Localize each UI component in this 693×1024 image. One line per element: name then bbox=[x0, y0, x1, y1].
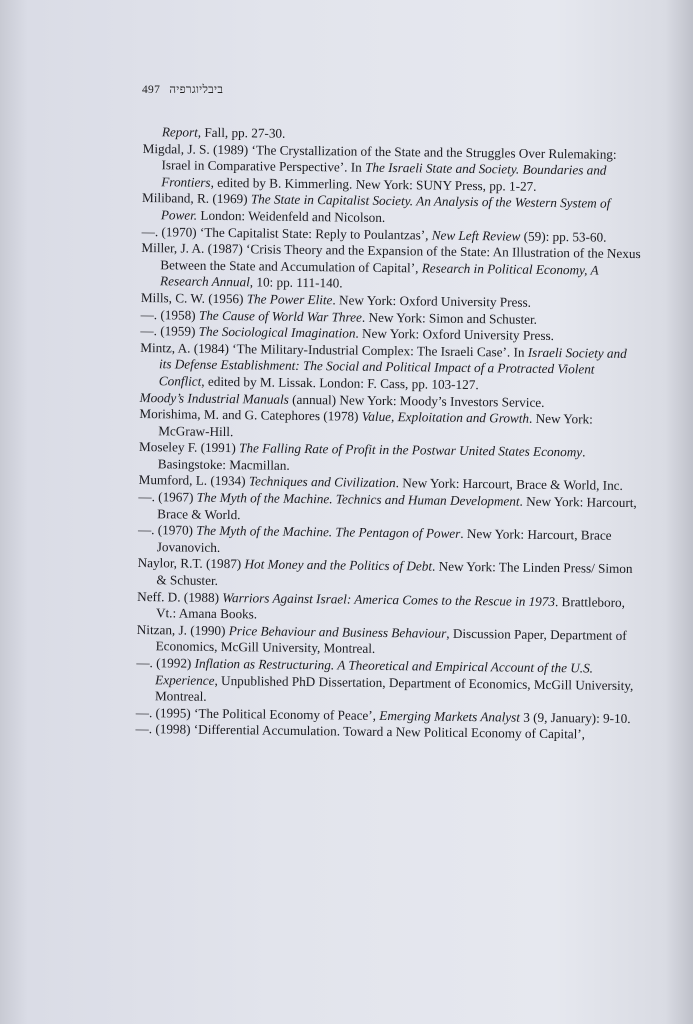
entry-title-italic: The Myth of the Machine. Technics and Human Development bbox=[196, 489, 520, 509]
entry-text: Naylor, R.T. (1987) bbox=[137, 555, 245, 572]
entry-title-italic: Price Behaviour and Business Behaviour bbox=[228, 622, 447, 641]
running-title: ביבליוגרפיה bbox=[169, 84, 224, 96]
entry-text: (annual) New York: Moody’s Investors Service. bbox=[288, 391, 545, 410]
entry-title-italic: Techniques and Civilization bbox=[248, 473, 396, 491]
entry-text: —. (1992) bbox=[136, 654, 195, 671]
entry-text: Miliband, R. (1969) bbox=[142, 190, 251, 207]
entry-text: London: Weidenfeld and Nicolson. bbox=[197, 207, 386, 225]
entry-title-italic: The Israeli State and Society. Boundaries and Frontiers bbox=[161, 159, 607, 190]
entry-text: (59): pp. 53-60. bbox=[520, 228, 607, 245]
entry-text: Migdal, J. S. (1989) ‘The Crystallization of the State and the Struggles Over Rulemaking: Israel in Comparative Perspective’. In bbox=[142, 140, 617, 175]
entry-text: —. (1970) bbox=[137, 522, 197, 538]
entry-text: . New York: The Linden Press/ Simon & Schuster. bbox=[156, 559, 633, 588]
entry-text: —. (1998) ‘Differential Accumulation. Toward a New Political Economy of Capital’, bbox=[135, 721, 586, 742]
entry-title-italic: Israeli Society and its Defense Establishment: The Social and Political Impact of a Protracted Violent Conflict bbox=[158, 344, 627, 389]
entry-title-italic: Moody’s Industrial Manuals bbox=[139, 389, 289, 407]
entry-text: —. (1959) bbox=[140, 323, 199, 339]
running-header bbox=[142, 84, 223, 96]
entry-text: . New York: Harcourt, Brace & World. bbox=[157, 493, 637, 522]
entry-title-italic: Hot Money and the Politics of Debt bbox=[244, 556, 433, 575]
entry-text: , edited by B. Kimmerling. New York: SUNY Press, pp. 1-27. bbox=[210, 174, 537, 194]
entry-text: Mills, C. W. (1956) bbox=[140, 289, 247, 307]
entry-text: Nitzan, J. (1990) bbox=[136, 621, 229, 638]
entry-text: Mumford, L. (1934) bbox=[138, 472, 249, 489]
entry-text: . New York: Oxford University Press. bbox=[332, 292, 532, 310]
bibliography-entry bbox=[142, 141, 643, 197]
entry-text: , Unpublished PhD Dissertation, Department of Economics, McGill University, Montreal. bbox=[154, 672, 634, 705]
bibliography-list bbox=[135, 124, 642, 744]
entry-title-italic: The Myth of the Machine. The Pentagon of Power bbox=[196, 522, 461, 542]
entry-text: . New York: Simon and Schuster. bbox=[361, 309, 538, 327]
entry-title-italic: Report bbox=[161, 124, 198, 140]
entry-text: Neff. D. (1988) bbox=[137, 588, 223, 605]
entry-text: Miller, J. A. (1987) ‘Crisis Theory and the Expansion of the State: An Illustration of the Nexus Between the State and Accumulation of Capital’, bbox=[141, 240, 641, 276]
entry-text: , Discussion Paper, Department of Economics, McGill University, Montreal. bbox=[155, 625, 627, 657]
entry-text: . New York: Harcourt, Brace & World, Inc. bbox=[395, 475, 623, 494]
entry-title-italic: The Cause of World War Three bbox=[198, 307, 363, 325]
entry-title-italic: The Falling Rate of Profit in the Postwar United States Economy bbox=[239, 440, 583, 460]
entry-title-italic: Emerging Markets Analyst bbox=[379, 707, 521, 725]
entry-title-italic: New Left Review bbox=[431, 227, 521, 244]
entry-text: Moseley F. (1991) bbox=[138, 439, 240, 456]
entry-title-italic: Value, Exploitation and Growth bbox=[361, 408, 530, 426]
entry-text: , 10: pp. 111-140. bbox=[249, 274, 343, 291]
entry-title-italic: The Power Elite bbox=[246, 291, 333, 308]
entry-text: —. (1995) ‘The Political Economy of Peace’, bbox=[135, 704, 380, 723]
entry-text: —. (1958) bbox=[140, 306, 200, 323]
entry-title-italic: Inflation as Restructuring. A Theoretical and Empirical Account of the U.S. Experience bbox=[155, 655, 594, 688]
entry-text: , Fall, pp. 27-30. bbox=[197, 124, 286, 141]
entry-title-italic: The Sociological Imagination bbox=[198, 323, 356, 341]
entry-title-italic: Warriors Against Israel: America Comes to the Rescue in 1973 bbox=[222, 589, 556, 609]
entry-text: , edited by M. Lissak. London: F. Cass, pp. 103-127. bbox=[201, 373, 479, 393]
entry-text: . New York: McGraw-Hill. bbox=[158, 410, 593, 439]
bibliography-entry bbox=[141, 240, 642, 296]
bibliography-entry bbox=[140, 340, 641, 396]
entry-text: . Brattleboro, Vt.: Amana Books. bbox=[155, 593, 626, 622]
entry-text: . Basingstoke: Macmillan. bbox=[157, 444, 586, 473]
entry-text: —. (1970) ‘The Capitalist State: Reply to Poulantzas’, bbox=[141, 223, 432, 243]
entry-title-italic: The State in Capitalist Society. An Analysis of the Western System of Power. bbox=[160, 191, 611, 223]
bibliography-entry bbox=[136, 655, 637, 711]
entry-text: . New York: Oxford University Press. bbox=[355, 325, 555, 344]
entry-text: Morishima, M. and G. Catephores (1978) bbox=[139, 406, 362, 424]
entry-text: . New York: Harcourt, Brace Jovanovich. bbox=[156, 526, 612, 555]
entry-text: Mintz, A. (1984) ‘The Military-Industrial Complex: The Israeli Case’. In bbox=[140, 339, 528, 360]
entry-text: —. (1967) bbox=[138, 489, 197, 505]
entry-title-italic: Research in Political Economy, A Research Annual bbox=[159, 260, 599, 290]
page-number: 497 bbox=[142, 84, 161, 96]
entry-text: 3 (9, January): 9-10. bbox=[519, 709, 631, 726]
